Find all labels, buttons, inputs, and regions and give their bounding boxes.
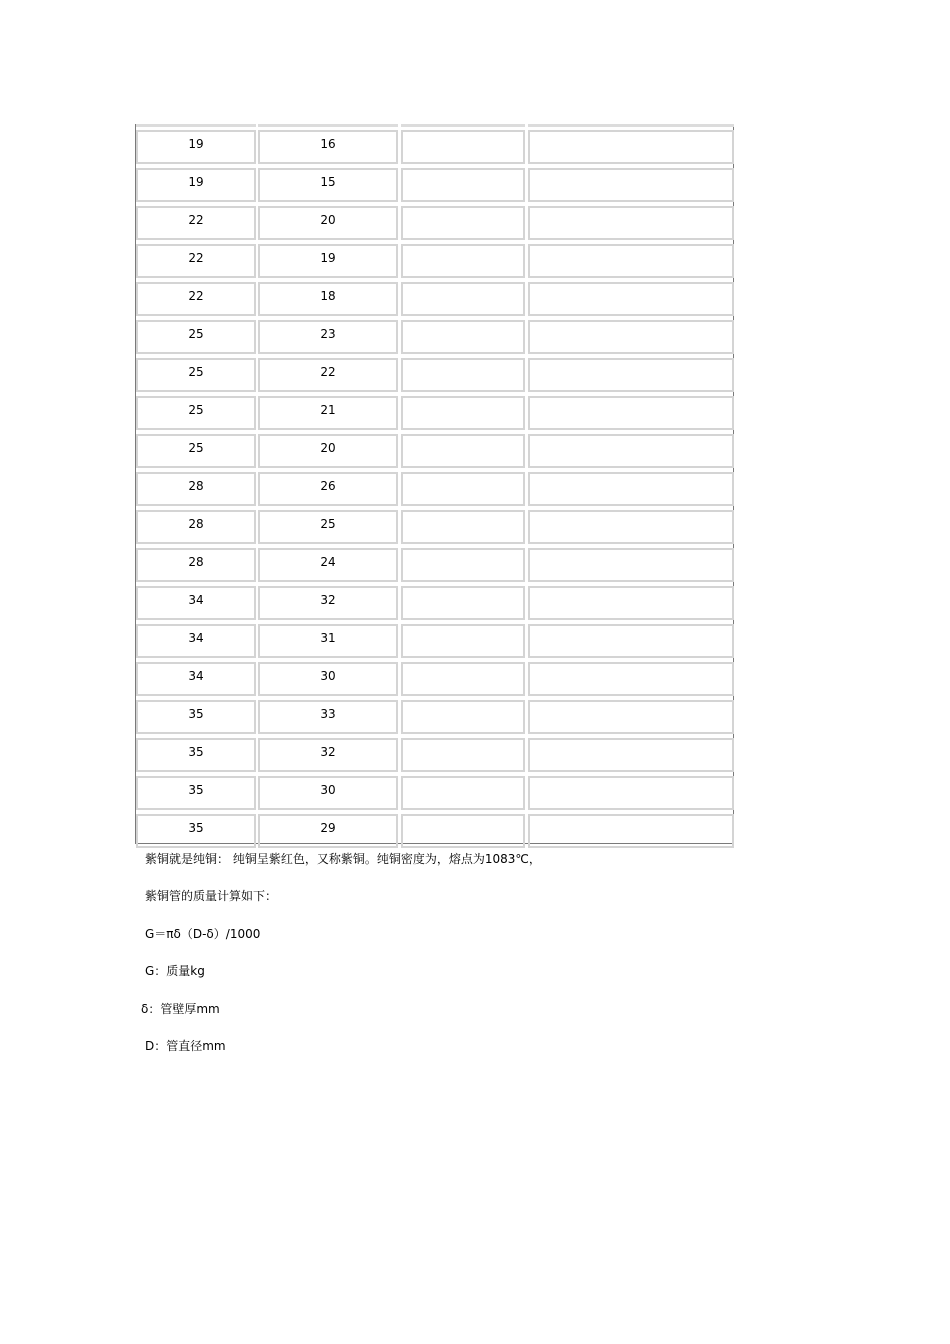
table-cell [401, 434, 525, 468]
table-row [136, 736, 733, 774]
calc-intro-text: 紫铜管的质量计算如下： [145, 889, 278, 903]
table-cell [528, 168, 734, 202]
table-cell: 25 [136, 396, 256, 430]
table-cell: 21 [258, 396, 398, 430]
table-cell: 31 [258, 624, 398, 658]
formula-text: G＝πδ（D-δ）/1000 [145, 927, 261, 941]
table-cell: 20 [258, 434, 398, 468]
table-row [136, 394, 733, 432]
table-cell: 20 [258, 206, 398, 240]
table-cell [401, 738, 525, 772]
table-cell [528, 510, 734, 544]
table-row [136, 584, 733, 622]
table-cell: 30 [258, 776, 398, 810]
table-cell [401, 624, 525, 658]
table-cell [401, 472, 525, 506]
table-cell: 18 [258, 282, 398, 316]
table-cell [401, 244, 525, 278]
table-cell [401, 586, 525, 620]
table-row [136, 508, 733, 546]
table-row [136, 356, 733, 394]
table-cell: 25 [136, 358, 256, 392]
table-cell: 33 [258, 700, 398, 734]
table-cell: 15 [258, 168, 398, 202]
table-cell [528, 472, 734, 506]
table-row [136, 204, 733, 242]
table-cell [401, 206, 525, 240]
table-row [136, 546, 733, 584]
pipe-size-table [135, 124, 734, 844]
table-cell: 28 [136, 472, 256, 506]
table-cell [401, 358, 525, 392]
table-row [136, 318, 733, 356]
table-cell: 25 [136, 320, 256, 354]
table-cell [401, 776, 525, 810]
table-cell: 28 [136, 510, 256, 544]
table-cell [528, 282, 734, 316]
table-cell: 19 [136, 130, 256, 164]
table-row [136, 432, 733, 470]
table-cell [401, 130, 525, 164]
table-row [136, 774, 733, 812]
table-cell [528, 320, 734, 354]
table-cell [401, 282, 525, 316]
table-cell [528, 358, 734, 392]
table-cell [528, 434, 734, 468]
table-row [136, 280, 733, 318]
table-cell: 25 [258, 510, 398, 544]
table-cell: 22 [136, 282, 256, 316]
table-row [136, 166, 733, 204]
table-cell [401, 320, 525, 354]
table-cell [528, 548, 734, 582]
table-cell [528, 776, 734, 810]
table-cell: 30 [258, 662, 398, 696]
table-cell [401, 700, 525, 734]
table-cell [401, 662, 525, 696]
table-cell: 24 [258, 548, 398, 582]
table-row [136, 660, 733, 698]
table-cell: 28 [136, 548, 256, 582]
table-row [136, 698, 733, 736]
table-cell [528, 662, 734, 696]
table-cell: 35 [136, 738, 256, 772]
table-cell [401, 548, 525, 582]
table-row [136, 622, 733, 660]
thickness-definition: δ：管壁厚mm [141, 1002, 220, 1016]
table-cell [528, 738, 734, 772]
table-cell: 22 [136, 206, 256, 240]
table-cell: 34 [136, 586, 256, 620]
description-text: 紫铜就是纯铜： 纯铜呈紫红色，又称紫铜。纯铜密度为，熔点为1083℃， [145, 852, 541, 866]
table-cell [401, 168, 525, 202]
table-cell: 19 [258, 244, 398, 278]
table-cell [401, 510, 525, 544]
table-cell: 35 [136, 814, 256, 848]
table-row [136, 470, 733, 508]
table-cell [528, 814, 734, 848]
table-cell: 23 [258, 320, 398, 354]
table-cell [528, 700, 734, 734]
table-cell: 32 [258, 586, 398, 620]
mass-definition: G：质量kg [145, 964, 205, 978]
table-row [136, 242, 733, 280]
table-cell: 16 [258, 130, 398, 164]
table-cell: 22 [258, 358, 398, 392]
table-cell [528, 624, 734, 658]
table-row [136, 128, 733, 166]
table-cell: 35 [136, 700, 256, 734]
table-cell: 19 [136, 168, 256, 202]
diameter-definition: D：管直径mm [145, 1039, 226, 1053]
table-cell [528, 130, 734, 164]
table-cell [528, 206, 734, 240]
table-cell [528, 586, 734, 620]
table-cell: 34 [136, 624, 256, 658]
table-cell [528, 244, 734, 278]
table-cell: 25 [136, 434, 256, 468]
table-cell: 32 [258, 738, 398, 772]
table-cell: 22 [136, 244, 256, 278]
table-cell: 35 [136, 776, 256, 810]
table-cell [401, 814, 525, 848]
table-row [136, 812, 733, 850]
table-cell: 26 [258, 472, 398, 506]
table-cell: 29 [258, 814, 398, 848]
table-cell [528, 396, 734, 430]
table-cell: 34 [136, 662, 256, 696]
table-cell [401, 396, 525, 430]
